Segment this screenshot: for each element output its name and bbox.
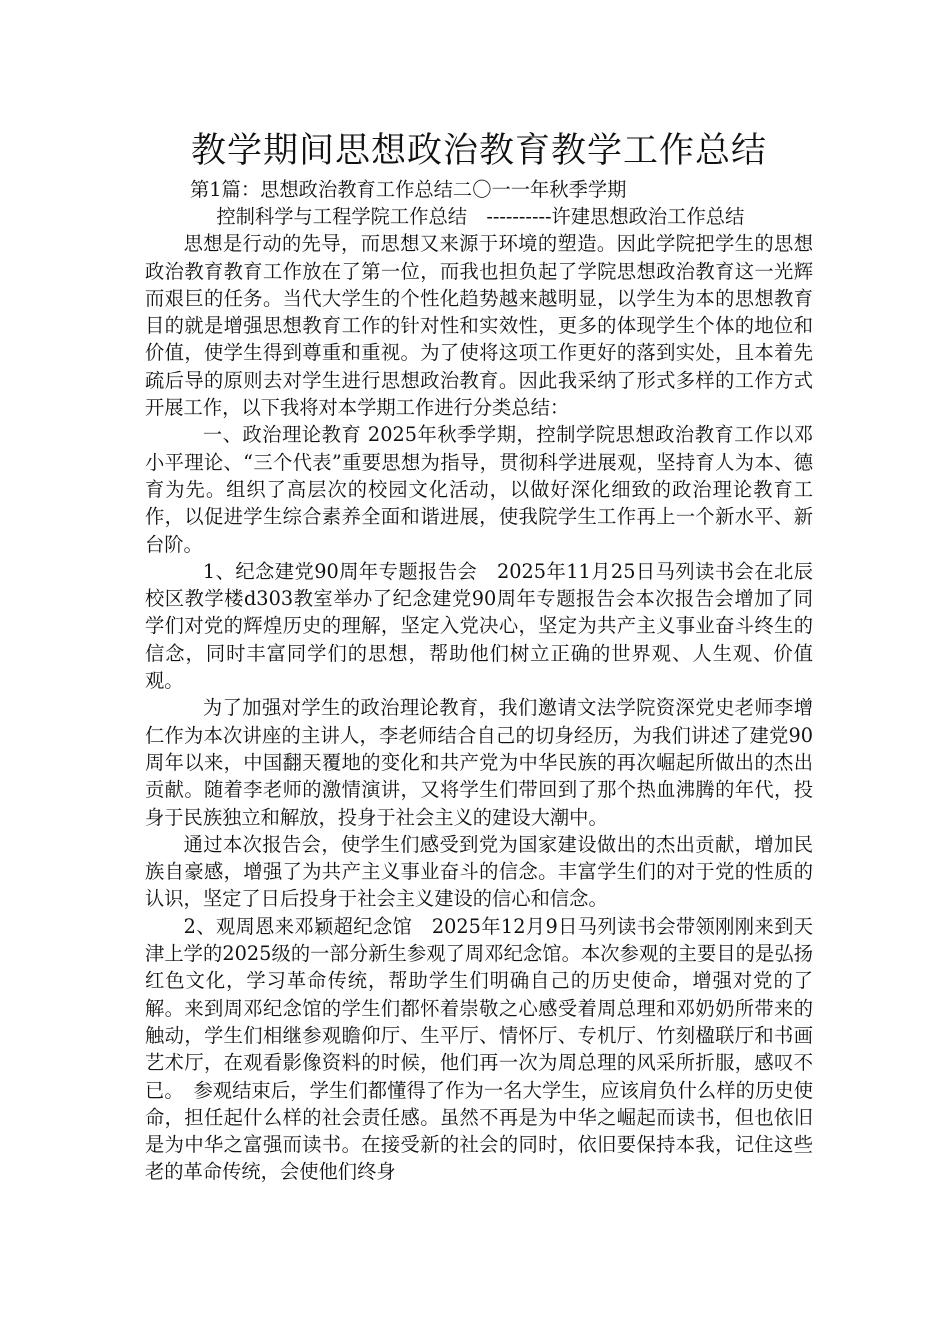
paragraph-lecture: 为了加强对学生的政治理论教育，我们邀请文法学院资深党史老师李增仁作为本次讲座的主讲人，李老师结合自己的切身经历，为我们讲述了建党90周年以来，中国翻天覆地的变化和共产党为中华民族的再次崛起所做出的杰出贡献。随着李老师的激情演讲，又将学生们带回到了那个热血沸腾的年代，投身于民族独立和解放，投身于社会主义的建设大潮中。: [145, 696, 813, 829]
paragraph-memorial-visit: 2、观周恩来邓颖超纪念馆 2025年12月9日马列读书会带领刚刚来到天津上学的2025级的一部分新生参观了周邓纪念馆。本次参观的主要目的是弘扬红色文化，学习革命传统，帮助学生们明确自己的历史使命，增强对党的了解。来到周邓纪念馆的学生们都怀着崇敬之心感受着周总理和邓奶奶所带来的触动，学生们相继参观瞻仰厅、生平厅、情怀厅、专机厅、竹刻楹联厅和书画艺术厅，在观看影像资料的时候，他们再一次为周总理的风采所折服，感叹不已。 参观结束后，学生们都懂得了作为一名大学生，应该肩负什么样的历史使命，担任起什么样的社会责任感。虽然不再是为中华之崛起而读书，但也依旧是为中华之富强而读书。在接受新的社会的同时，依旧要保持本我，记住这些老的革命传统，会使他们终身: [145, 914, 813, 1184]
paragraph-section-political-theory: 一、政治理论教育 2025年秋季学期，控制学院思想政治教育工作以邓小平理论、“三个代表”重要思想为指导，贯彻科学进展观，坚持育人为本、德育为先。组织了高层次的校园文化活动，以做好深化细致的政治理论教育工作，以促进学生综合素养全面和谐进展，使我院学生工作再上一个新水平、新台阶。: [145, 423, 813, 556]
document-page: [145, 128, 813, 1186]
document-subtitle: 第1篇：思想政治教育工作总结二〇一一年秋季学期: [190, 178, 627, 201]
paragraph-report-outcome: 通过本次报告会，使学生们感受到党为国家建设做出的杰出贡献，增加民族自豪感，增强了为共产主义事业奋斗的信念。丰富学生们的对于党的性质的认识，坚定了日后投身于社会主义建设的信心和信念。: [145, 832, 813, 911]
document-byline: 控制科学与工程学院工作总结 ----------许建思想政治工作总结: [216, 205, 745, 228]
document-title: 教学期间思想政治教育教学工作总结: [190, 131, 767, 171]
paragraph-intro: 思想是行动的先导，而思想又来源于环境的塑造。因此学院把学生的思想政治教育教育工作放在了第一位，而我也担负起了学院思想政治教育这一光辉而艰巨的任务。当代大学生的个性化趋势越来越明显，以学生为本的思想教育目的就是增强思想教育工作的针对性和实效性，更多的体现学生个体的地位和价值，使学生得到尊重和重视。为了使将这项工作更好的落到实处，且本着先疏后导的原则去对学生进行思想政治教育。因此我采纳了形式多样的工作方式开展工作，以下我将对本学期工作进行分类总结：: [145, 232, 813, 420]
paragraph-party-anniversary-report: 1、纪念建党90周年专题报告会 2025年11月25日马列读书会在北辰校区教学楼d303教室举办了纪念建党90周年专题报告会本次报告会增加了同学们对党的辉煌历史的理解，坚定入党决心，坚定为共产主义事业奋斗终生的信念，同时丰富同学们的思想，帮助他们树立正确的世界观、人生观、价值观。: [145, 559, 813, 693]
